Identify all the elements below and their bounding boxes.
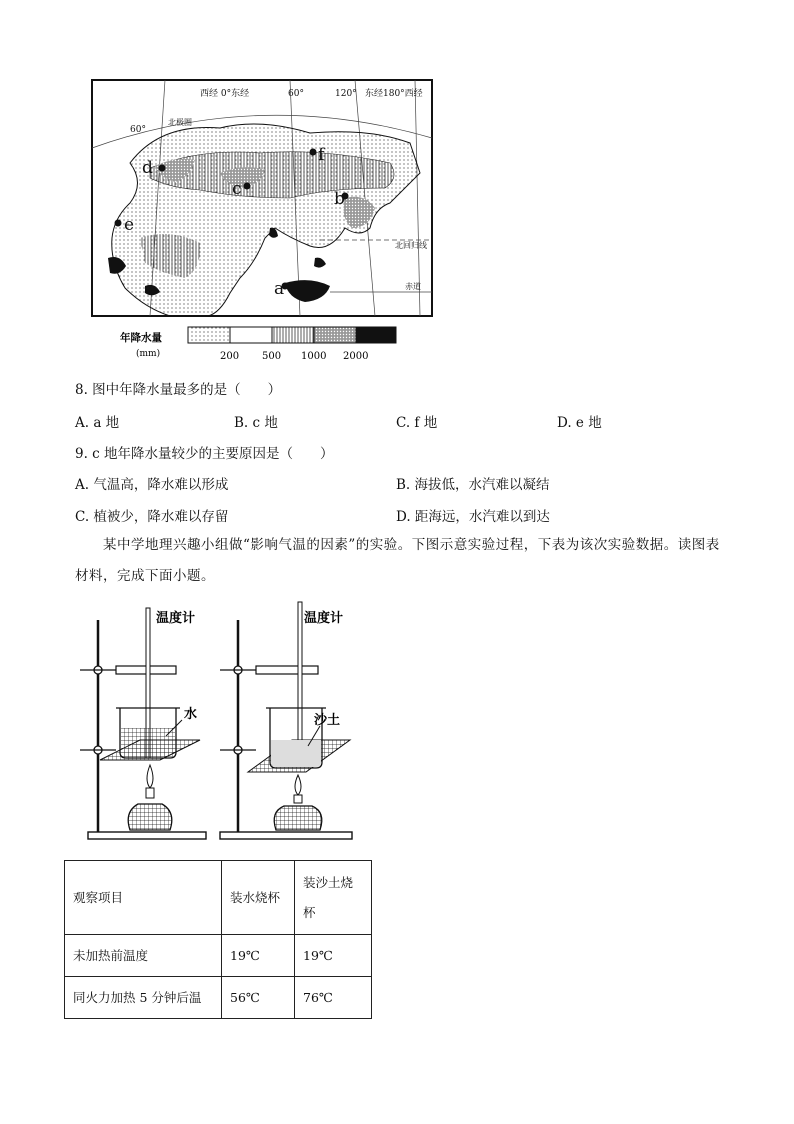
experiment-data-table [64,860,372,1019]
water-apparatus [80,608,206,839]
map-tropic-label: 北回归线 [395,241,427,250]
point-label-f: f [318,145,325,165]
legend-tick-500: 500 [262,351,282,362]
experiment-apparatus [60,600,370,852]
q9-option-c[interactable]: C. 植被少，降水难以存留 [75,509,229,525]
map-arctic-circle: 北极圈 [168,118,192,127]
table-header-row [65,861,372,935]
water-label: 水 [184,707,198,722]
q8-option-b[interactable]: B. c 地 [234,415,278,431]
question-9-stem: 9. c 地年降水量较少的主要原因是（ ） [75,446,334,462]
map-equator-label: 赤道 [405,282,421,291]
legend-tick-1000: 1000 [301,351,327,362]
q9-option-d[interactable]: D. 距海远，水汽难以到达 [396,509,550,525]
point-label-e: e [124,215,135,235]
precipitation-map [90,78,440,368]
point-label-a: a [274,279,285,299]
precipitation-map-figure [90,78,440,368]
thermometer-label-left: 温度计 [156,611,196,626]
experiment-figure [60,600,370,852]
legend-title: 年降水量 [120,332,162,344]
q9-option-b[interactable]: B. 海拔低，水汽难以凝结 [396,477,550,493]
table-cell: 76℃ [295,977,372,1019]
table-row [65,935,372,977]
map-top-label-60: 60° [288,89,304,99]
question-8-stem: 8. 图中年降水量最多的是（ ） [75,382,282,398]
point-label-d: d [142,158,153,178]
q9-option-a[interactable]: A. 气温高，降水难以形成 [75,477,229,493]
table-cell: 19℃ [295,935,372,977]
experiment-intro: 某中学地理兴趣小组做“影响气温的因素”的实验。下图示意实验过程，下表为该次实验数据。读图表材料，完成下面小题。 [75,537,720,584]
thermometer-label-right: 温度计 [304,611,344,626]
table-header-cell: 装水烧杯 [222,861,295,935]
map-top-label-0: 西经 0°东经 [200,89,250,99]
map-top-label-180: 东经180°西经 [365,89,423,99]
legend-tick-200: 200 [220,351,240,362]
legend-unit: (mm) [136,349,161,359]
sand-label: 沙土 [314,713,341,728]
table-row [65,977,372,1019]
q8-option-a[interactable]: A. a 地 [75,415,120,431]
map-top-label-120: 120° [335,89,357,99]
table-cell: 未加热前温度 [65,935,222,977]
map-legend [120,327,396,362]
legend-tick-2000: 2000 [343,351,369,362]
sand-apparatus [220,602,352,839]
q8-option-c[interactable]: C. f 地 [396,415,438,431]
table-cell: 19℃ [222,935,295,977]
point-label-c: c [232,179,242,199]
point-label-b: b [334,189,345,209]
q8-option-d[interactable]: D. e 地 [557,415,602,431]
table-header-cell: 装沙土烧杯 [295,861,372,935]
table-cell: 同火力加热 5 分钟后温 [65,977,222,1019]
map-lat-60: 60° [130,125,146,135]
table-header-cell: 观察项目 [65,861,222,935]
table-cell: 56℃ [222,977,295,1019]
